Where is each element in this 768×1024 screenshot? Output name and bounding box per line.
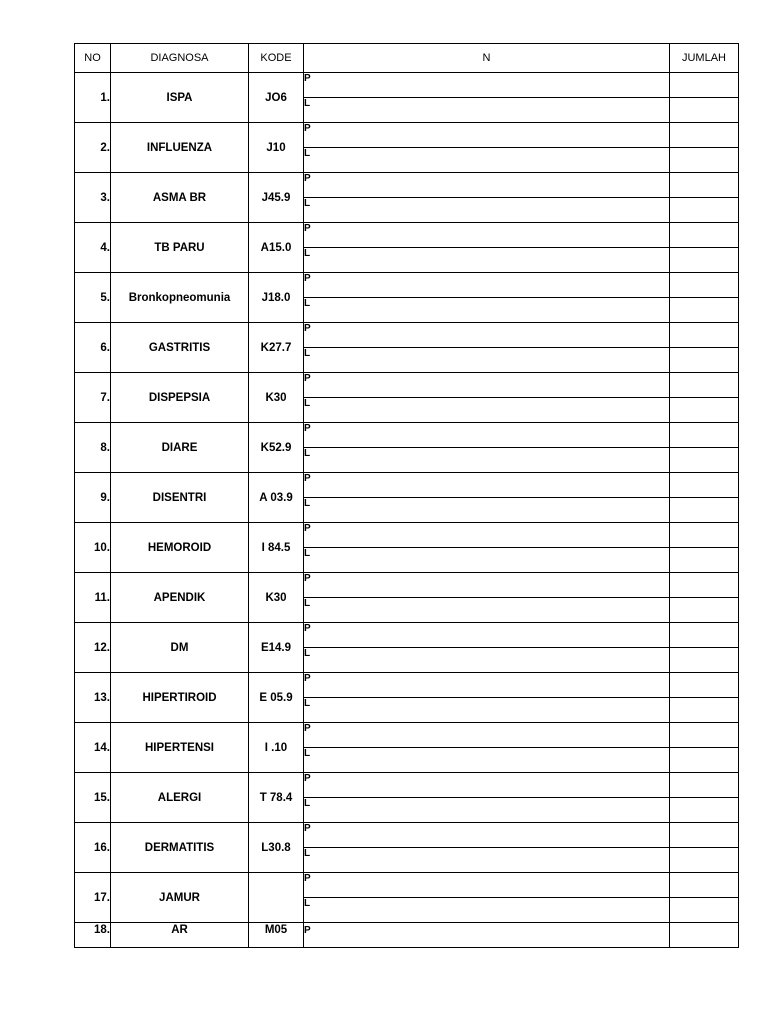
row-jumlah-p-cell[interactable] [670,623,739,648]
row-number: 2. [75,123,111,173]
row-kode: E 05.9 [249,673,304,723]
row-number: 12. [75,623,111,673]
row-n-l-cell[interactable]: L [304,848,670,873]
table-row [75,123,739,148]
row-jumlah-l-cell[interactable] [670,398,739,423]
row-diagnosa: DIARE [111,423,249,473]
row-number: 17. [75,873,111,923]
table-row [75,773,739,798]
row-jumlah-l-cell[interactable] [670,698,739,723]
row-n-p-cell[interactable]: P [304,273,670,298]
row-diagnosa: GASTRITIS [111,323,249,373]
row-kode: L30.8 [249,823,304,873]
row-jumlah-l-cell[interactable] [670,148,739,173]
row-number: 9. [75,473,111,523]
table-row [75,273,739,298]
row-number: 6. [75,323,111,373]
table-row [75,823,739,848]
diagnosis-table [74,43,739,948]
table-row [75,873,739,898]
row-n-p-cell[interactable]: P [304,123,670,148]
row-diagnosa: JAMUR [111,873,249,923]
header-row [75,44,739,73]
row-jumlah-p-cell[interactable] [670,73,739,98]
row-n-l-cell[interactable]: L [304,498,670,523]
row-n-p-cell[interactable]: P [304,723,670,748]
row-number: 7. [75,373,111,423]
row-jumlah-p-cell[interactable] [670,173,739,198]
row-n-l-cell[interactable]: L [304,898,670,923]
row-jumlah-p-cell[interactable] [670,473,739,498]
row-n-p-cell[interactable]: P [304,223,670,248]
row-diagnosa: Bronkopneomunia [111,273,249,323]
row-diagnosa: ASMA BR [111,173,249,223]
row-jumlah-p-cell[interactable] [670,573,739,598]
row-kode [249,873,304,923]
table-row [75,923,739,948]
row-diagnosa: INFLUENZA [111,123,249,173]
row-number: 13. [75,673,111,723]
row-n-p-cell[interactable]: P [304,373,670,398]
row-kode: A15.0 [249,223,304,273]
row-kode: I .10 [249,723,304,773]
header-diagnosa: DIAGNOSA [111,44,249,73]
row-n-l-cell[interactable]: L [304,748,670,773]
row-kode: I 84.5 [249,523,304,573]
table-row [75,323,739,348]
row-kode: K27.7 [249,323,304,373]
row-jumlah-p-cell[interactable] [670,223,739,248]
table-row [75,523,739,548]
row-number: 16. [75,823,111,873]
row-n-p-cell[interactable]: P [304,173,670,198]
row-jumlah-p-cell[interactable] [670,873,739,898]
row-n-l-cell[interactable]: L [304,798,670,823]
row-jumlah-l-cell[interactable] [670,648,739,673]
row-jumlah-p-cell[interactable] [670,423,739,448]
row-number: 18. [75,923,111,948]
header-jumlah: JUMLAH [670,44,739,73]
table-row [75,223,739,248]
row-n-p-cell[interactable]: P [304,923,670,948]
header-n: N [304,44,670,73]
row-number: 10. [75,523,111,573]
row-number: 11. [75,573,111,623]
row-n-l-cell[interactable]: L [304,548,670,573]
row-jumlah-l-cell[interactable] [670,798,739,823]
row-diagnosa: DM [111,623,249,673]
table-row [75,473,739,498]
row-n-l-cell[interactable]: L [304,698,670,723]
row-n-p-cell[interactable]: P [304,523,670,548]
row-n-l-cell[interactable]: L [304,248,670,273]
row-number: 4. [75,223,111,273]
row-kode: A 03.9 [249,473,304,523]
row-diagnosa: HIPERTIROID [111,673,249,723]
row-n-p-cell[interactable]: P [304,73,670,98]
row-jumlah-p-cell[interactable] [670,123,739,148]
row-n-l-cell[interactable]: L [304,648,670,673]
row-jumlah-p-cell[interactable] [670,323,739,348]
row-diagnosa: ALERGI [111,773,249,823]
row-number: 5. [75,273,111,323]
row-kode: J45.9 [249,173,304,223]
row-kode: K30 [249,373,304,423]
row-n-p-cell[interactable]: P [304,573,670,598]
row-kode: K30 [249,573,304,623]
row-jumlah-l-cell[interactable] [670,248,739,273]
header-no: NO [75,44,111,73]
table-row [75,373,739,398]
table-row [75,73,739,98]
row-jumlah-p-cell[interactable] [670,823,739,848]
row-number: 3. [75,173,111,223]
row-jumlah-l-cell[interactable] [670,198,739,223]
header-kode: KODE [249,44,304,73]
table-row [75,673,739,698]
row-n-l-cell[interactable]: L [304,348,670,373]
row-n-l-cell[interactable]: L [304,398,670,423]
row-number: 1. [75,73,111,123]
row-jumlah-l-cell[interactable] [670,498,739,523]
row-n-p-cell[interactable]: P [304,823,670,848]
row-diagnosa: AR [111,923,249,948]
row-jumlah-l-cell[interactable] [670,598,739,623]
row-kode: JO6 [249,73,304,123]
table-row [75,573,739,598]
row-jumlah-l-cell[interactable] [670,448,739,473]
row-jumlah-l-cell[interactable] [670,348,739,373]
row-kode: E14.9 [249,623,304,673]
row-n-p-cell[interactable]: P [304,773,670,798]
row-diagnosa: DISENTRI [111,473,249,523]
row-jumlah-p-cell[interactable] [670,373,739,398]
row-n-l-cell[interactable]: L [304,298,670,323]
row-jumlah-l-cell[interactable] [670,898,739,923]
row-kode: T 78.4 [249,773,304,823]
row-number: 14. [75,723,111,773]
row-kode: J10 [249,123,304,173]
row-jumlah-p-cell[interactable] [670,523,739,548]
table-row [75,173,739,198]
row-n-l-cell[interactable]: L [304,598,670,623]
row-jumlah-l-cell[interactable] [670,748,739,773]
row-jumlah-p-cell[interactable] [670,923,739,948]
row-kode: K52.9 [249,423,304,473]
row-diagnosa: HEMOROID [111,523,249,573]
row-n-p-cell[interactable]: P [304,623,670,648]
row-diagnosa: DERMATITIS [111,823,249,873]
table-row [75,423,739,448]
row-jumlah-l-cell[interactable] [670,848,739,873]
row-jumlah-l-cell[interactable] [670,298,739,323]
row-n-l-cell[interactable]: L [304,448,670,473]
row-n-p-cell[interactable]: P [304,473,670,498]
row-diagnosa: ISPA [111,73,249,123]
row-n-p-cell[interactable]: P [304,873,670,898]
row-kode: M05 [249,923,304,948]
row-jumlah-p-cell[interactable] [670,673,739,698]
row-number: 8. [75,423,111,473]
row-diagnosa: HIPERTENSI [111,723,249,773]
row-jumlah-p-cell[interactable] [670,723,739,748]
row-n-l-cell[interactable]: L [304,98,670,123]
table-row [75,723,739,748]
row-number: 15. [75,773,111,823]
row-n-l-cell[interactable]: L [304,148,670,173]
row-n-p-cell[interactable]: P [304,673,670,698]
row-jumlah-p-cell[interactable] [670,273,739,298]
row-jumlah-l-cell[interactable] [670,98,739,123]
row-diagnosa: TB PARU [111,223,249,273]
row-kode: J18.0 [249,273,304,323]
row-n-l-cell[interactable]: L [304,198,670,223]
row-diagnosa: APENDIK [111,573,249,623]
row-jumlah-p-cell[interactable] [670,773,739,798]
row-jumlah-l-cell[interactable] [670,548,739,573]
row-diagnosa: DISPEPSIA [111,373,249,423]
table-body [75,73,739,948]
table-row [75,623,739,648]
row-n-p-cell[interactable]: P [304,423,670,448]
row-n-p-cell[interactable]: P [304,323,670,348]
